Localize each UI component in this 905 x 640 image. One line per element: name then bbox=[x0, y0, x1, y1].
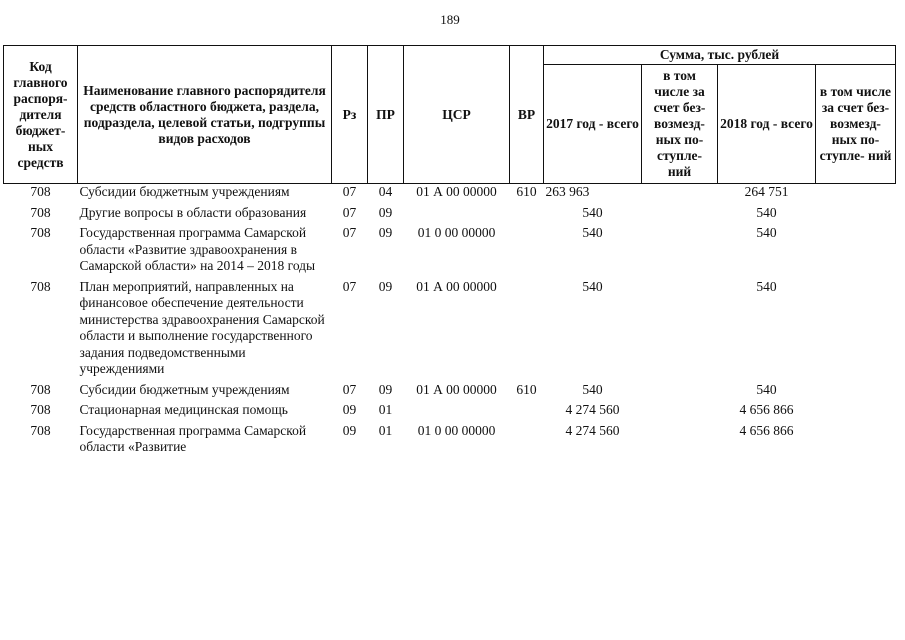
cell-name: Субсидии бюджетным учреждениям bbox=[79, 184, 290, 199]
page-number: 189 bbox=[440, 12, 460, 27]
cell-2018-free bbox=[816, 225, 896, 279]
cell-2018-total: 540 bbox=[756, 278, 777, 294]
cell-2018-free bbox=[816, 423, 896, 460]
table-row bbox=[4, 382, 896, 403]
cell-2017-total: 540 bbox=[582, 204, 603, 220]
cell-name: Другие вопросы в области образования bbox=[79, 204, 307, 220]
header-rz: Рз bbox=[332, 46, 368, 184]
cell-2018-total: 540 bbox=[756, 381, 777, 397]
table-row bbox=[4, 205, 896, 226]
cell-2018-free bbox=[816, 205, 896, 226]
cell-csr: 01 А 00 00000 bbox=[416, 184, 497, 199]
cell-rz: 07 bbox=[342, 225, 357, 240]
cell-name: Государственная программа Самарской области «Развитие здравоохранения в Самарской области» на 2014 – 2018 годы bbox=[79, 225, 316, 273]
cell-vr: 610 bbox=[516, 184, 537, 199]
cell-2018-free bbox=[816, 184, 896, 205]
header-sum: Сумма, тыс. рублей bbox=[544, 46, 896, 65]
table-row bbox=[4, 423, 896, 460]
cell-code: 708 bbox=[30, 184, 51, 199]
cell-rz: 07 bbox=[342, 278, 357, 294]
header-2017-free: в том числе за счет без- возмезд- ных по- ступле- ний bbox=[642, 65, 718, 184]
cell-2018-total: 264 751 bbox=[744, 184, 789, 199]
cell-pr: 01 bbox=[378, 402, 393, 417]
cell-pr: 09 bbox=[378, 204, 393, 220]
cell-2017-free bbox=[642, 402, 718, 423]
cell-rz: 07 bbox=[342, 204, 357, 220]
cell-2017-free bbox=[642, 382, 718, 403]
cell-rz: 09 bbox=[342, 402, 357, 417]
cell-csr: 01 А 00 00000 bbox=[416, 381, 497, 397]
table-row bbox=[4, 279, 896, 382]
header-csr: ЦСР bbox=[404, 46, 510, 184]
cell-pr: 04 bbox=[378, 184, 393, 199]
cell-name: План мероприятий, направленных на финансовое обеспечение деятельности министерства здравоохранения Самарской области и выполнение государственного задания подведомственными учреждениями bbox=[79, 278, 325, 376]
cell-rz: 07 bbox=[342, 381, 357, 397]
cell-code: 708 bbox=[30, 204, 51, 220]
header-2018-total: 2018 год - всего bbox=[718, 65, 816, 184]
cell-code: 708 bbox=[30, 402, 51, 417]
cell-pr: 01 bbox=[378, 422, 393, 438]
cell-name: Стационарная медицинская помощь bbox=[79, 402, 288, 417]
header-2018-free: в том числе за счет без- возмезд- ных по- ступле- ний bbox=[816, 65, 896, 184]
cell-2017-total: 4 274 560 bbox=[565, 402, 620, 417]
cell-code: 708 bbox=[30, 225, 51, 240]
header-name: Наименование главного распорядителя средств областного бюджета, раздела, подраздела, целевой статьи, подгруппы видов расходов bbox=[78, 46, 332, 184]
cell-code: 708 bbox=[30, 422, 51, 438]
cell-vr bbox=[510, 402, 544, 423]
cell-2017-free bbox=[642, 205, 718, 226]
table-body bbox=[4, 184, 896, 460]
cell-2017-free bbox=[642, 279, 718, 382]
header-vr: ВР bbox=[510, 46, 544, 184]
cell-pr: 09 bbox=[378, 381, 393, 397]
cell-vr bbox=[510, 225, 544, 279]
table-header bbox=[4, 46, 896, 184]
table-row bbox=[4, 225, 896, 279]
cell-pr: 09 bbox=[378, 225, 393, 240]
cell-vr bbox=[510, 205, 544, 226]
cell-2017-total: 540 bbox=[582, 278, 603, 294]
table-row bbox=[4, 184, 896, 205]
cell-csr bbox=[404, 402, 510, 423]
header-2017-total: 2017 год - всего bbox=[544, 65, 642, 184]
cell-vr: 610 bbox=[516, 381, 537, 397]
cell-2018-total: 540 bbox=[756, 225, 777, 240]
cell-code: 708 bbox=[30, 381, 51, 397]
cell-2018-total: 540 bbox=[756, 204, 777, 220]
cell-2017-total: 540 bbox=[582, 381, 603, 397]
cell-name: Государственная программа Самарской области «Развитие bbox=[79, 422, 307, 454]
cell-2017-free bbox=[642, 225, 718, 279]
cell-pr: 09 bbox=[378, 278, 393, 294]
cell-2017-total: 4 274 560 bbox=[565, 422, 620, 438]
cell-csr: 01 0 00 00000 bbox=[417, 225, 496, 240]
cell-vr bbox=[510, 279, 544, 382]
table-row bbox=[4, 402, 896, 423]
cell-rz: 07 bbox=[342, 184, 357, 199]
header-code: Код главного распоря- дителя бюджет- ных средств bbox=[4, 46, 78, 184]
cell-csr: 01 А 00 00000 bbox=[416, 278, 497, 294]
cell-2018-free bbox=[816, 382, 896, 403]
budget-table bbox=[3, 45, 896, 460]
cell-2018-total: 4 656 866 bbox=[739, 402, 794, 417]
header-pr: ПР bbox=[368, 46, 404, 184]
cell-2017-total: 263 963 bbox=[545, 184, 590, 199]
cell-2017-total: 540 bbox=[582, 225, 603, 240]
cell-csr: 01 0 00 00000 bbox=[417, 422, 496, 438]
cell-rz: 09 bbox=[342, 422, 357, 438]
cell-2018-free bbox=[816, 402, 896, 423]
cell-name: Субсидии бюджетным учреждениям bbox=[79, 381, 290, 397]
cell-vr bbox=[510, 423, 544, 460]
cell-2018-free bbox=[816, 279, 896, 382]
cell-csr bbox=[404, 205, 510, 226]
cell-2018-total: 4 656 866 bbox=[739, 422, 794, 438]
cell-code: 708 bbox=[30, 278, 51, 294]
cell-2017-free bbox=[642, 184, 718, 205]
cell-2017-free bbox=[642, 423, 718, 460]
